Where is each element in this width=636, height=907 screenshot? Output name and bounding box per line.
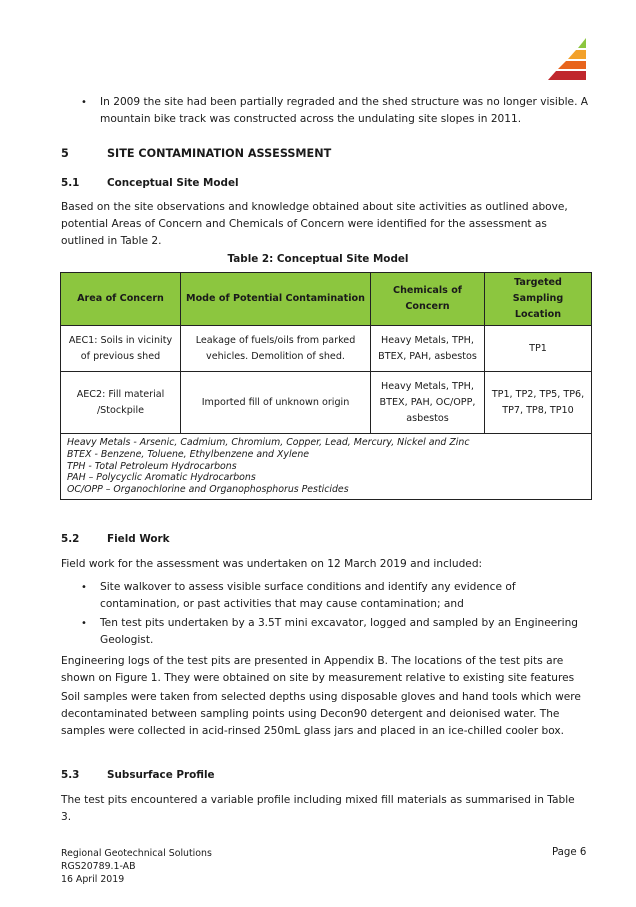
- section-5-heading: [61, 147, 331, 160]
- table-header-cell: Mode of Potential Contamination: [181, 273, 371, 326]
- section-number: 5.2: [61, 533, 80, 545]
- section-number: 5: [61, 147, 69, 160]
- page-number: Page 6: [552, 847, 587, 858]
- fieldwork-bullet-text: Site walkover to assess visible surface conditions and identify any evidence of contamination, or past activities that may cause contamination; and: [100, 581, 516, 610]
- section-5-3-paragraph: The test pits encountered a variable profile including mixed fill materials as summarised in Table 3.: [61, 794, 575, 823]
- section-5-2-intro: Field work for the assessment was undertaken on 12 March 2019 and included:: [61, 558, 483, 570]
- logo-band-yellow: [568, 50, 586, 59]
- logo-band-red: [548, 71, 586, 80]
- section-title: Subsurface Profile: [107, 769, 215, 781]
- footer-company: Regional Geotechnical Solutions: [61, 848, 212, 859]
- table-note: Heavy Metals - Arsenic, Cadmium, Chromium, Copper, Lead, Mercury, Nickel and Zinc: [67, 437, 470, 448]
- table-note: PAH – Polycyclic Aromatic Hydrocarbons: [67, 472, 256, 484]
- table-header-cell: Chemicals of Concern: [371, 273, 485, 326]
- footer-reference: RGS20789.1-AB: [61, 861, 136, 872]
- table-caption: Table 2: Conceptual Site Model: [227, 253, 409, 265]
- section-title: Conceptual Site Model: [107, 177, 239, 189]
- table-note: BTEX - Benzene, Toluene, Ethylbenzene and Xylene: [67, 448, 310, 460]
- bullet-dot: •: [81, 618, 87, 629]
- table-cell: Imported fill of unknown origin: [181, 372, 371, 434]
- section-5-1-heading: [61, 177, 239, 189]
- logo-band-green: [578, 38, 586, 48]
- table-header-row: [61, 273, 592, 326]
- section-5-2-paragraph-1: Engineering logs of the test pits are presented in Appendix B. The locations of the test pits are shown on Figure 1. They were obtained on site by measurement relative to existing site features: [61, 655, 575, 684]
- section-5-2-heading: [61, 533, 170, 545]
- table-notes-row: [61, 434, 592, 500]
- table-cell: Leakage of fuels/oils from parked vehicles. Demolition of shed.: [181, 326, 371, 372]
- table-row: [61, 326, 592, 372]
- footer-date: 16 April 2019: [61, 874, 125, 885]
- table-cell: TP1, TP2, TP5, TP6, TP7, TP8, TP10: [485, 372, 592, 434]
- table-cell: TP1: [485, 326, 592, 372]
- bullet-dot: •: [81, 582, 87, 593]
- section-title: Field Work: [107, 533, 170, 545]
- company-logo: [548, 38, 588, 80]
- conceptual-site-model-table: [60, 272, 592, 500]
- logo-band-orange: [558, 61, 586, 69]
- section-title: SITE CONTAMINATION ASSESSMENT: [107, 147, 332, 160]
- bullet-dot: •: [81, 97, 87, 108]
- table-cell: AEC2: Fill material /Stockpile: [61, 372, 181, 434]
- table-header-cell: Area of Concern: [61, 273, 181, 326]
- table-cell: AEC1: Soils in vicinity of previous shed: [61, 326, 181, 372]
- intro-bullet-text: In 2009 the site had been partially regraded and the shed structure was no longer visible. A mountain bike track was constructed across the undulating site slopes in 2011.: [100, 96, 589, 125]
- page-footer: [61, 847, 212, 886]
- table-note: TPH - Total Petroleum Hydrocarbons: [67, 460, 237, 472]
- section-5-2-paragraph-2: Soil samples were taken from selected depths using disposable gloves and hand tools which were decontaminated between sampling points using Decon90 detergent and deionised water. The samples were collected in acid-rinsed 250mL glass jars and placed in an ice-chilled cooler box.: [61, 691, 581, 737]
- fieldwork-bullet-text: Ten test pits undertaken by a 3.5T mini excavator, logged and sampled by an Engineering Geologist.: [100, 617, 579, 646]
- table-cell: Heavy Metals, TPH, BTEX, PAH, asbestos: [371, 326, 485, 372]
- table-cell: Heavy Metals, TPH, BTEX, PAH, OC/OPP, asbestos: [371, 372, 485, 434]
- table-note: OC/OPP – Organochlorine and Organophosphorus Pesticides: [67, 484, 349, 496]
- section-number: 5.3: [61, 769, 80, 781]
- section-number: 5.1: [61, 177, 80, 189]
- section-5-1-paragraph: Based on the site observations and knowledge obtained about site activities as outlined above, potential Areas of Concern and Chemicals of Concern were identified for the assessment as outlined in Table 2.: [61, 201, 568, 247]
- section-5-3-heading: [61, 769, 215, 781]
- table-notes-cell: [61, 434, 592, 500]
- table-row: [61, 372, 592, 434]
- table-header-cell: Targeted Sampling Location: [485, 273, 592, 326]
